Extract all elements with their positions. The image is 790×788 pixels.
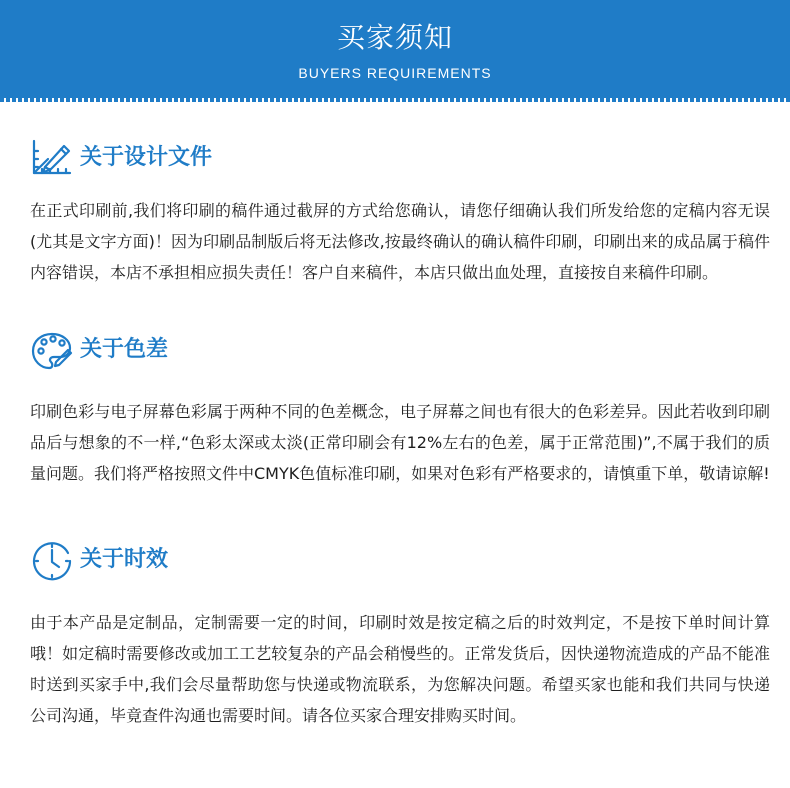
section-heading xyxy=(30,329,770,373)
section-body: 在正式印刷前,我们将印刷的稿件通过截屏的方式给您确认，请您仔细确认我们所发给您的定稿内容无误(尤其是文字方面)！因为印刷品制版后将无法修改,按最终确认的确认稿件印刷，印刷出来的成品属于稿件内容错误，本店不承担相应损失责任！客户自来稿件，本店只做出血处理，直接按自来稿件印刷。 xyxy=(30,201,770,282)
design-ruler-pencil-icon xyxy=(30,137,74,181)
section-heading xyxy=(30,137,770,181)
clock-icon xyxy=(30,539,74,583)
page-header xyxy=(0,0,790,98)
section-title: 关于设计文件 xyxy=(80,145,213,170)
section-design-files xyxy=(30,137,770,288)
section-body: 印刷色彩与电子屏幕色彩属于两种不同的色差概念，电子屏幕之间也有很大的色彩差异。因此若收到印刷品后与想象的不一样,“色彩太深或太淡(正常印刷会有12%左右的色差，属于正常范围)”,不属于我们的质量问题。我们将严格按照文件中CMYK色值标准印刷，如果对色彩有严格要求的，请慎重下单，敬请谅解! xyxy=(30,402,770,483)
section-title: 关于时效 xyxy=(80,547,169,572)
header-divider xyxy=(0,98,790,102)
section-color-difference xyxy=(30,329,770,489)
color-palette-icon xyxy=(30,329,74,373)
page-subtitle: BUYERS REQUIREMENTS xyxy=(298,65,492,81)
section-timeliness xyxy=(30,539,770,731)
page-title: 买家须知 xyxy=(336,21,453,54)
section-body: 由于本产品是定制品，定制需要一定的时间，印刷时效是按定稿之后的时效判定，不是按下单时间计算哦！如定稿时需要修改或加工工艺较复杂的产品会稍慢些的。正常发货后，因快递物流造成的产品不能准时送到买家手中,我们会尽量帮助您与快递或物流联系，为您解决问题。希望买家也能和我们共同与快递公司沟通，毕竟查件沟通也需要时间。请各位买家合理安排购买时间。 xyxy=(30,613,770,725)
section-heading xyxy=(30,539,770,583)
section-title: 关于色差 xyxy=(80,337,169,362)
